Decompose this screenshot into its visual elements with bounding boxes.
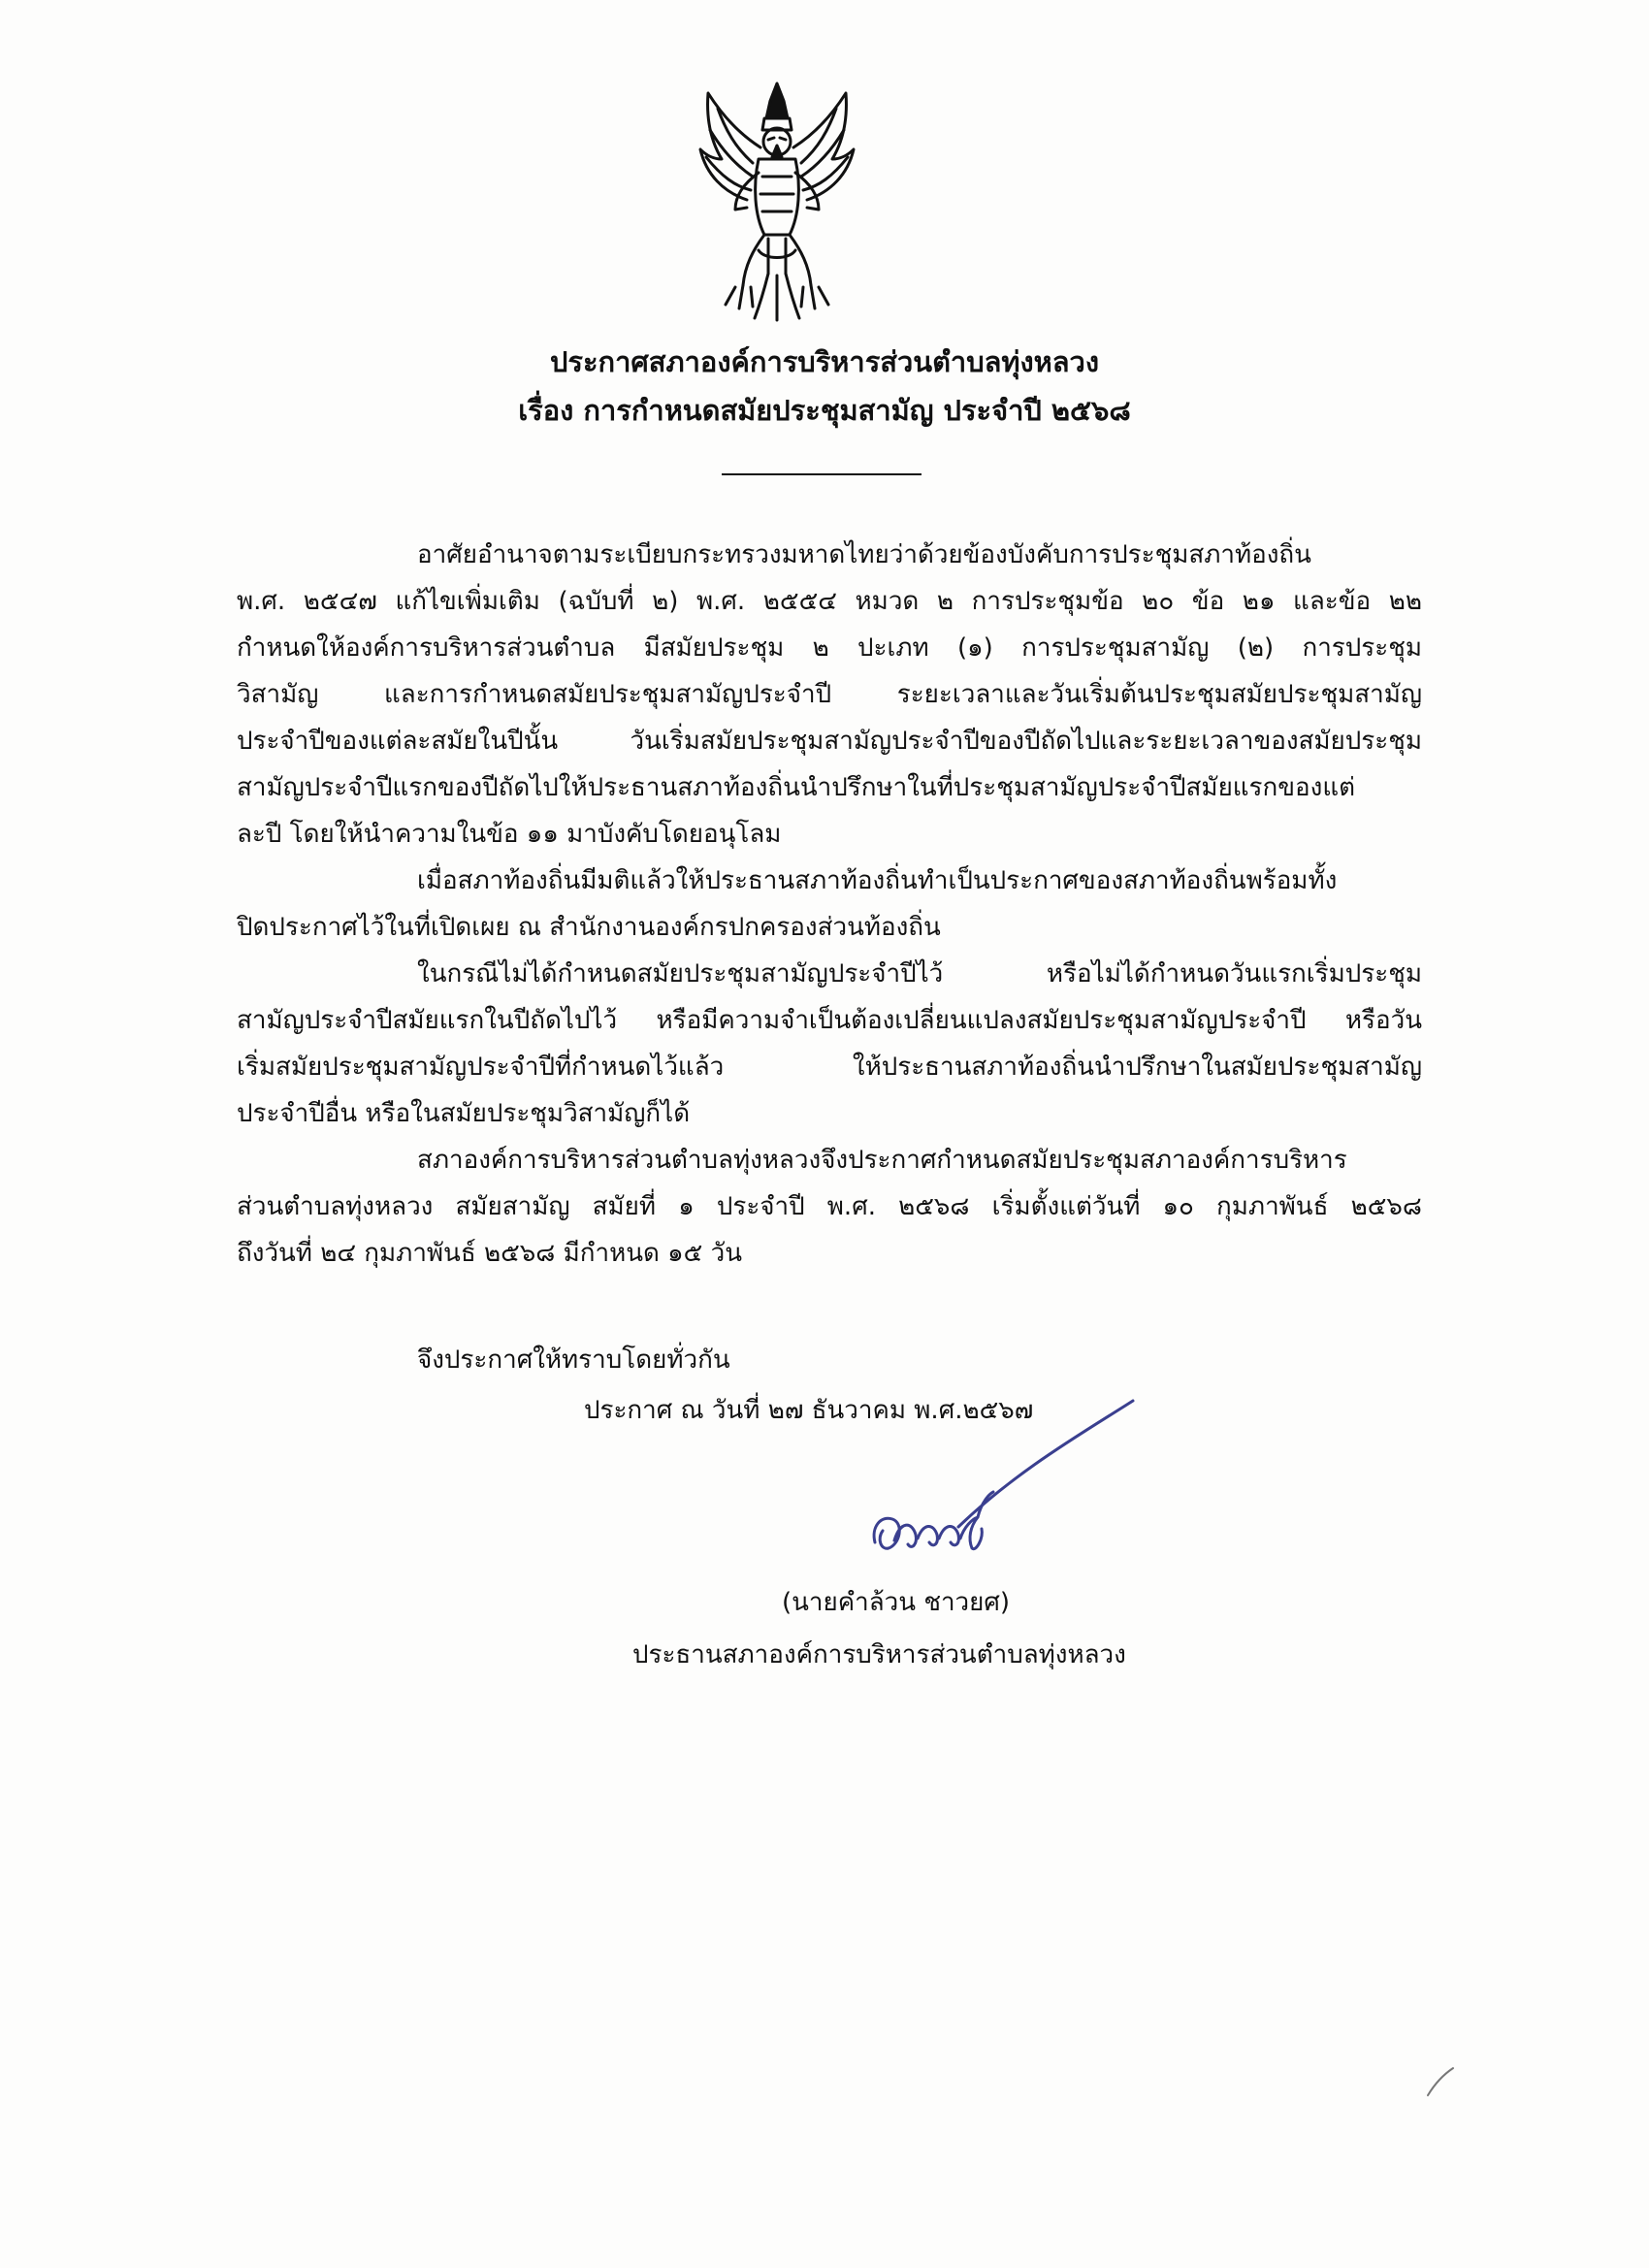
document-body xyxy=(237,532,1422,1277)
pen-mark-icon xyxy=(1426,2066,1455,2097)
signer-title: ประธานสภาองค์การบริหารส่วนตำบลทุ่งหลวง xyxy=(632,1640,1126,1669)
document-title: ประกาศสภาองค์การบริหารส่วนตำบลทุ่งหลวง xyxy=(550,345,1099,378)
document-subject: เรื่อง การกำหนดสมัยประชุมสามัญ ประจำปี ๒๕๖๘ xyxy=(518,394,1131,427)
body-line: พ.ศ. ๒๕๔๗ แก้ไขเพิ่มเติม (ฉบับที่ ๒) พ.ศ. ๒๕๕๔ หมวด ๒ การประชุมข้อ ๒๐ ข้อ ๒๑ และข้อ ๒๒ xyxy=(237,587,1422,616)
garuda-emblem-icon xyxy=(696,80,857,324)
body-line: เริ่มสมัยประชุมสามัญประจำปีที่กำหนดไว้แล้ว ให้ประธานสภาท้องถิ่นนำปรึกษาในสมัยประชุมสามัญ xyxy=(237,1053,1422,1082)
body-line: สภาองค์การบริหารส่วนตำบลทุ่งหลวงจึงประกาศกำหนดสมัยประชุมสภาองค์การบริหาร xyxy=(417,1146,1347,1175)
body-line: ละปี โดยให้นำความในข้อ ๑๑ มาบังคับโดยอนุโลม xyxy=(237,820,782,849)
body-line: สามัญประจำปีแรกของปีถัดไปให้ประธานสภาท้องถิ่นนำปรึกษาในที่ประชุมสามัญประจำปีสมัยแรกของแต่ xyxy=(237,773,1355,802)
body-line: ส่วนตำบลทุ่งหลวง สมัยสามัญ สมัยที่ ๑ ประจำปี พ.ศ. ๒๕๖๘ เริ่มตั้งแต่วันที่ ๑๐ กุมภาพันธ์ ๒๕๖๘ xyxy=(237,1192,1422,1221)
body-line: สามัญประจำปีสมัยแรกในปีถัดไปไว้ หรือมีความจำเป็นต้องเปลี่ยนแปลงสมัยประชุมสามัญประจำปี หรือวัน xyxy=(237,1006,1422,1035)
signer-name: (นายคำล้วน ชาวยศ) xyxy=(782,1588,1011,1617)
body-line: กำหนดให้องค์การบริหารส่วนตำบล มีสมัยประชุม ๒ ปะเภท (๑) การประชุมสามัญ (๒) การประชุม xyxy=(237,633,1422,663)
body-line: ถึงวันที่ ๒๔ กุมภาพันธ์ ๒๕๖๘ มีกำหนด ๑๕ วัน xyxy=(237,1239,742,1268)
announcement-date: ประกาศ ณ วันที่ ๒๗ ธันวาคม พ.ศ.๒๕๖๗ xyxy=(584,1396,1034,1425)
body-line: วิสามัญ และการกำหนดสมัยประชุมสามัญประจำปี ระยะเวลาและวันเริ่มต้นประชุมสมัยประชุมสามัญ xyxy=(237,680,1422,709)
body-line: ปิดประกาศไว้ในที่เปิดเผย ณ สำนักงานองค์กรปกครองส่วนท้องถิ่น xyxy=(237,913,941,942)
body-line: อาศัยอำนาจตามระเบียบกระทรวงมหาดไทยว่าด้วยข้องบังคับการประชุมสภาท้องถิ่น xyxy=(417,540,1311,569)
body-line: เมื่อสภาท้องถิ่นมีมติแล้วให้ประธานสภาท้องถิ่นทำเป็นประกาศของสภาท้องถิ่นพร้อมทั้ง xyxy=(417,866,1338,895)
closing-statement: จึงประกาศให้ทราบโดยทั่วกัน xyxy=(417,1345,730,1375)
body-line: ในกรณีไม่ได้กำหนดสมัยประชุมสามัญประจำปีไว้ หรือไม่ได้กำหนดวันแรกเริ่มประชุม xyxy=(417,959,1422,988)
signature-image xyxy=(861,1393,1143,1575)
title-divider xyxy=(722,473,922,475)
body-line: ประจำปีอื่น หรือในสมัยประชุมวิสามัญก็ได้ xyxy=(237,1099,691,1128)
body-line: ประจำปีของแต่ละสมัยในปีนั้น วันเริ่มสมัยประชุมสามัญประจำปีของปีถัดไปและระยะเวลาของสมัยประชุม xyxy=(237,727,1422,756)
